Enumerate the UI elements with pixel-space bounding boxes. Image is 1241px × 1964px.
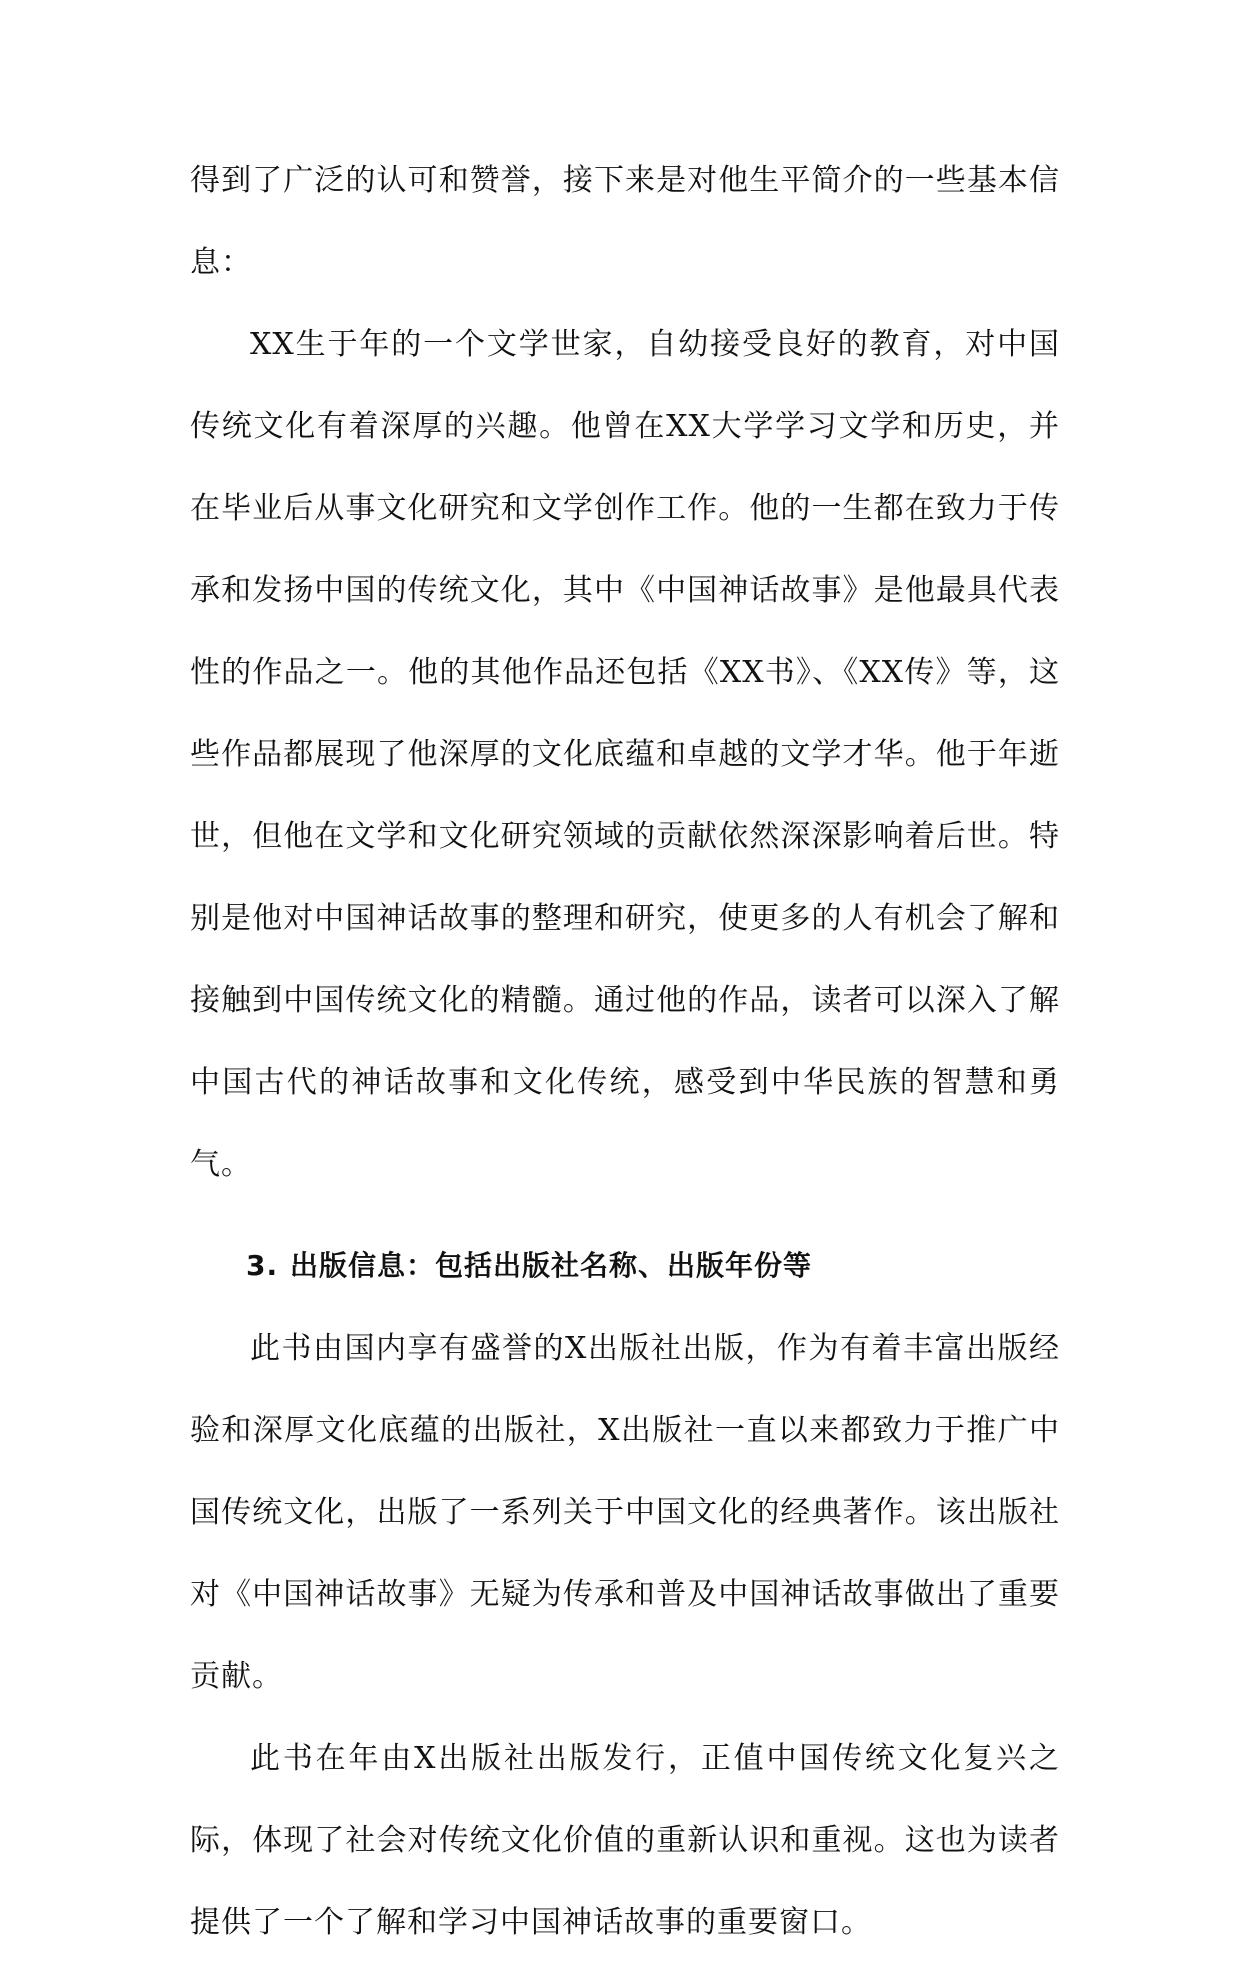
paragraph-publisher: 此书由国内享有盛誉的X出版社出版，作为有着丰富出版经验和深厚文化底蕴的出版社，X出版社一直以来都致力于推广中国传统文化，出版了一系列关于中国文化的经典著作。该出版社对《中国神话故事》无疑为传承和普及中国神话故事做出了重要贡献。 bbox=[190, 1331, 1060, 1694]
paragraph-author-biography: XX生于年的一个文学世家，自幼接受良好的教育，对中国传统文化有着深厚的兴趣。他曾在XX大学学习文学和历史，并在毕业后从事文化研究和文学创作工作。他的一生都在致力于传承和发扬中国的传统文化，其中《中国神话故事》是他最具代表性的作品之一。他的其他作品还包括《XX书》、《XX传》等，这些作品都展现了他深厚的文化底蕴和卓越的文学才华。他于年逝世，但他在文学和文化研究领域的贡献依然深深影响着后世。特别是他对中国神话故事的整理和研究，使更多的人有机会了解和接触到中国传统文化的精髓。通过他的作品，读者可以深入了解中国古代的神话故事和文化传统，感受到中华民族的智慧和勇气。 bbox=[190, 327, 1060, 1182]
paragraph-continuation: 得到了广泛的认可和赞誉，接下来是对他生平简介的一些基本信息： bbox=[190, 163, 1060, 280]
document-page bbox=[190, 140, 1060, 1964]
paragraph-publication-year: 此书在年由X出版社出版发行，正值中国传统文化复兴之际，体现了社会对传统文化价值的重新认识和重视。这也为读者提供了一个了解和学习中国神话故事的重要窗口。 bbox=[190, 1741, 1060, 1940]
section-title: 出版信息：包括出版社名称、出版年份等 bbox=[290, 1249, 813, 1282]
section-heading-publication-info bbox=[190, 1224, 1060, 1308]
section-number: 3. bbox=[246, 1249, 279, 1282]
